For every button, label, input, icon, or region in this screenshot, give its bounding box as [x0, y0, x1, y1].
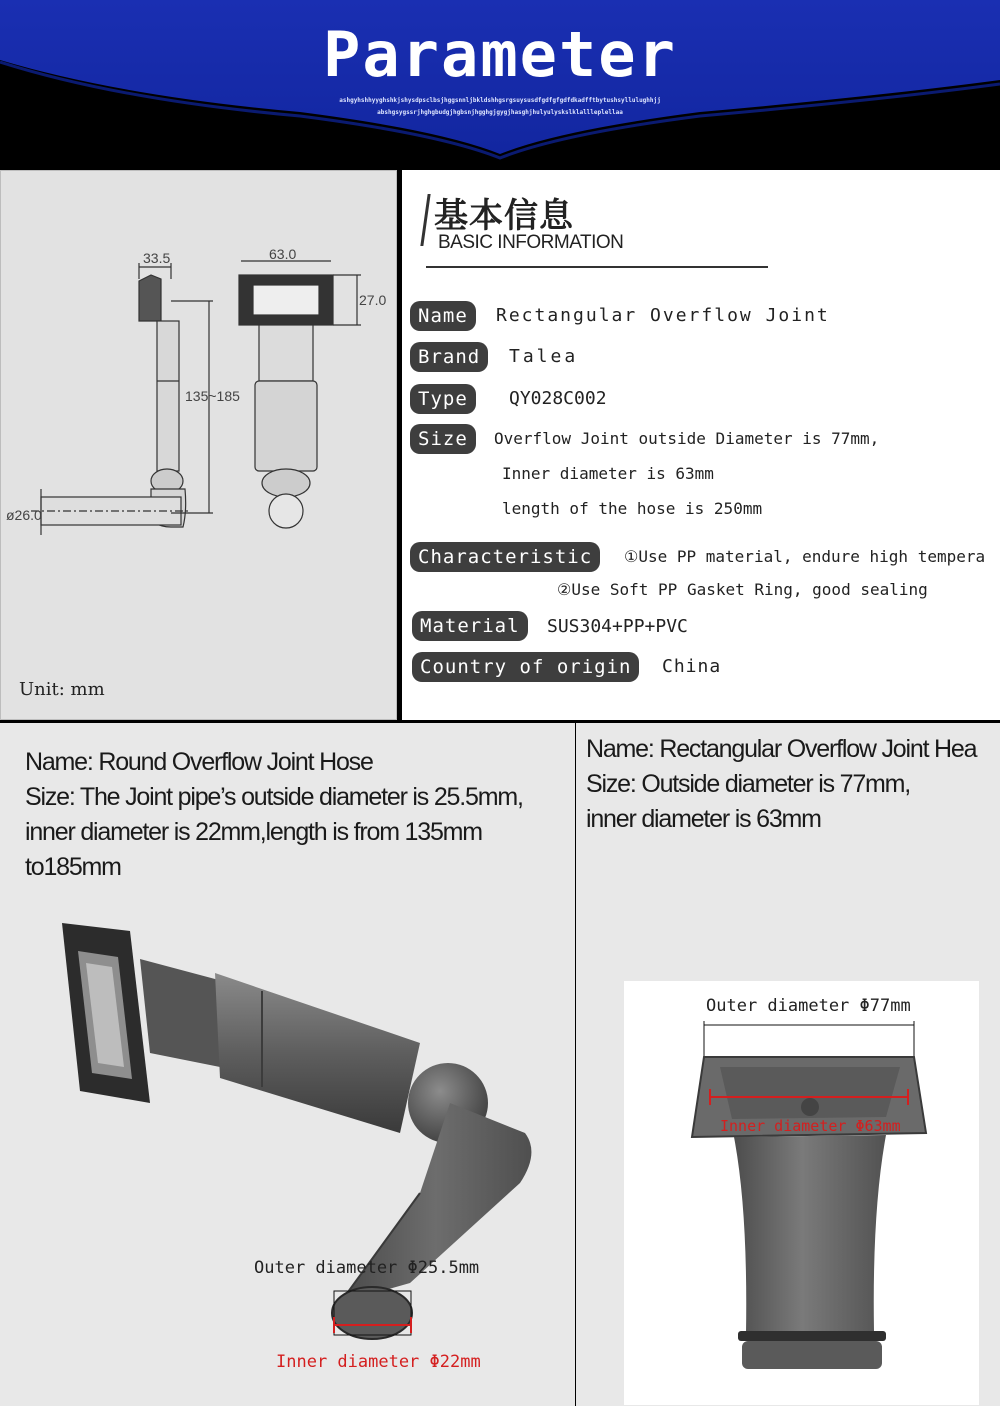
hose-size-line-1: Size: The Joint pipe’s outside diameter is 25.5mm,: [25, 783, 523, 811]
unit-label: Unit: mm: [19, 679, 105, 700]
size-label: Size: [410, 424, 476, 454]
characteristic-label: Characteristic: [410, 542, 600, 572]
technical-drawing-panel: [0, 170, 397, 720]
material-value: SUS304+PP+PVC: [547, 616, 688, 637]
head-photo: [624, 981, 979, 1405]
brand-label: Brand: [410, 342, 488, 372]
header-banner: [0, 0, 1000, 168]
basic-info-title-en: BASIC INFORMATION: [438, 232, 624, 253]
size-value-line-3: length of the hose is 250mm: [502, 499, 763, 518]
origin-value: China: [662, 656, 722, 677]
basic-info-panel: [402, 170, 1000, 720]
head-size-line-1: Size: Outside diameter is 77mm,: [586, 770, 911, 798]
dim-height-label: 27.0: [359, 292, 387, 308]
brand-value: Talea: [509, 346, 579, 367]
dim-diameter-label: ø26.0: [6, 507, 42, 523]
hose-panel: [0, 723, 575, 1406]
hose-size-line-3: to185mm: [25, 853, 121, 881]
title-underline: [426, 266, 768, 268]
dim-top-left-label: 33.5: [143, 250, 171, 266]
type-value: QY028C002: [509, 388, 607, 409]
hose-outer-diameter-label: Outer diameter Φ25.5mm: [254, 1258, 480, 1278]
page-title: Parameter: [323, 18, 677, 91]
hose-size-line-2: inner diameter is 22mm,length is from 135mm: [25, 818, 482, 846]
head-name: Name: Rectangular Overflow Joint Hea: [586, 735, 977, 763]
head-outer-diameter-label: Outer diameter Φ77mm: [706, 996, 911, 1016]
size-value-line-1: Overflow Joint outside Diameter is 77mm,: [494, 429, 880, 448]
head-inner-diameter-label: Inner diameter Φ63mm: [720, 1117, 901, 1135]
dim-top-right-label: 63.0: [269, 246, 297, 262]
origin-label: Country of origin: [412, 652, 639, 682]
characteristic-value-line-1: ①Use PP material, endure high tempera: [624, 547, 986, 566]
head-size-line-2: inner diameter is 63mm: [586, 805, 821, 833]
head-panel: [576, 723, 1000, 1406]
head-photo-frame: [624, 981, 979, 1405]
type-label: Type: [410, 384, 476, 414]
technical-drawing: [1, 171, 398, 721]
banner-subtitle-line-2: abshgsygssrjhghgbudgjhgbsnjhgghgjgygjhasghjhulyulyskslklallleplellaa: [377, 109, 623, 116]
title-accent-bar: [420, 194, 430, 246]
name-value: Rectangular Overflow Joint: [496, 305, 830, 326]
dim-length-label: 135~185: [185, 388, 240, 404]
basic-info-title-cn: 基本信息: [434, 196, 574, 236]
hose-photo: [0, 723, 575, 1406]
banner-subtitle-line-1: ashgyhshhyyghshkjshysdpsclbsjhggsnnljbkldshhgsrgsuysusdfgdfgfgdfdkadfftbytushsyllulughhjj: [339, 97, 661, 104]
material-label: Material: [412, 611, 528, 641]
hose-inner-diameter-label: Inner diameter Φ22mm: [276, 1352, 481, 1372]
hose-name: Name: Round Overflow Joint Hose: [25, 748, 373, 776]
characteristic-value-line-2: ②Use Soft PP Gasket Ring, good sealing: [557, 580, 928, 599]
name-label: Name: [410, 301, 476, 331]
size-value-line-2: Inner diameter is 63mm: [502, 464, 714, 483]
